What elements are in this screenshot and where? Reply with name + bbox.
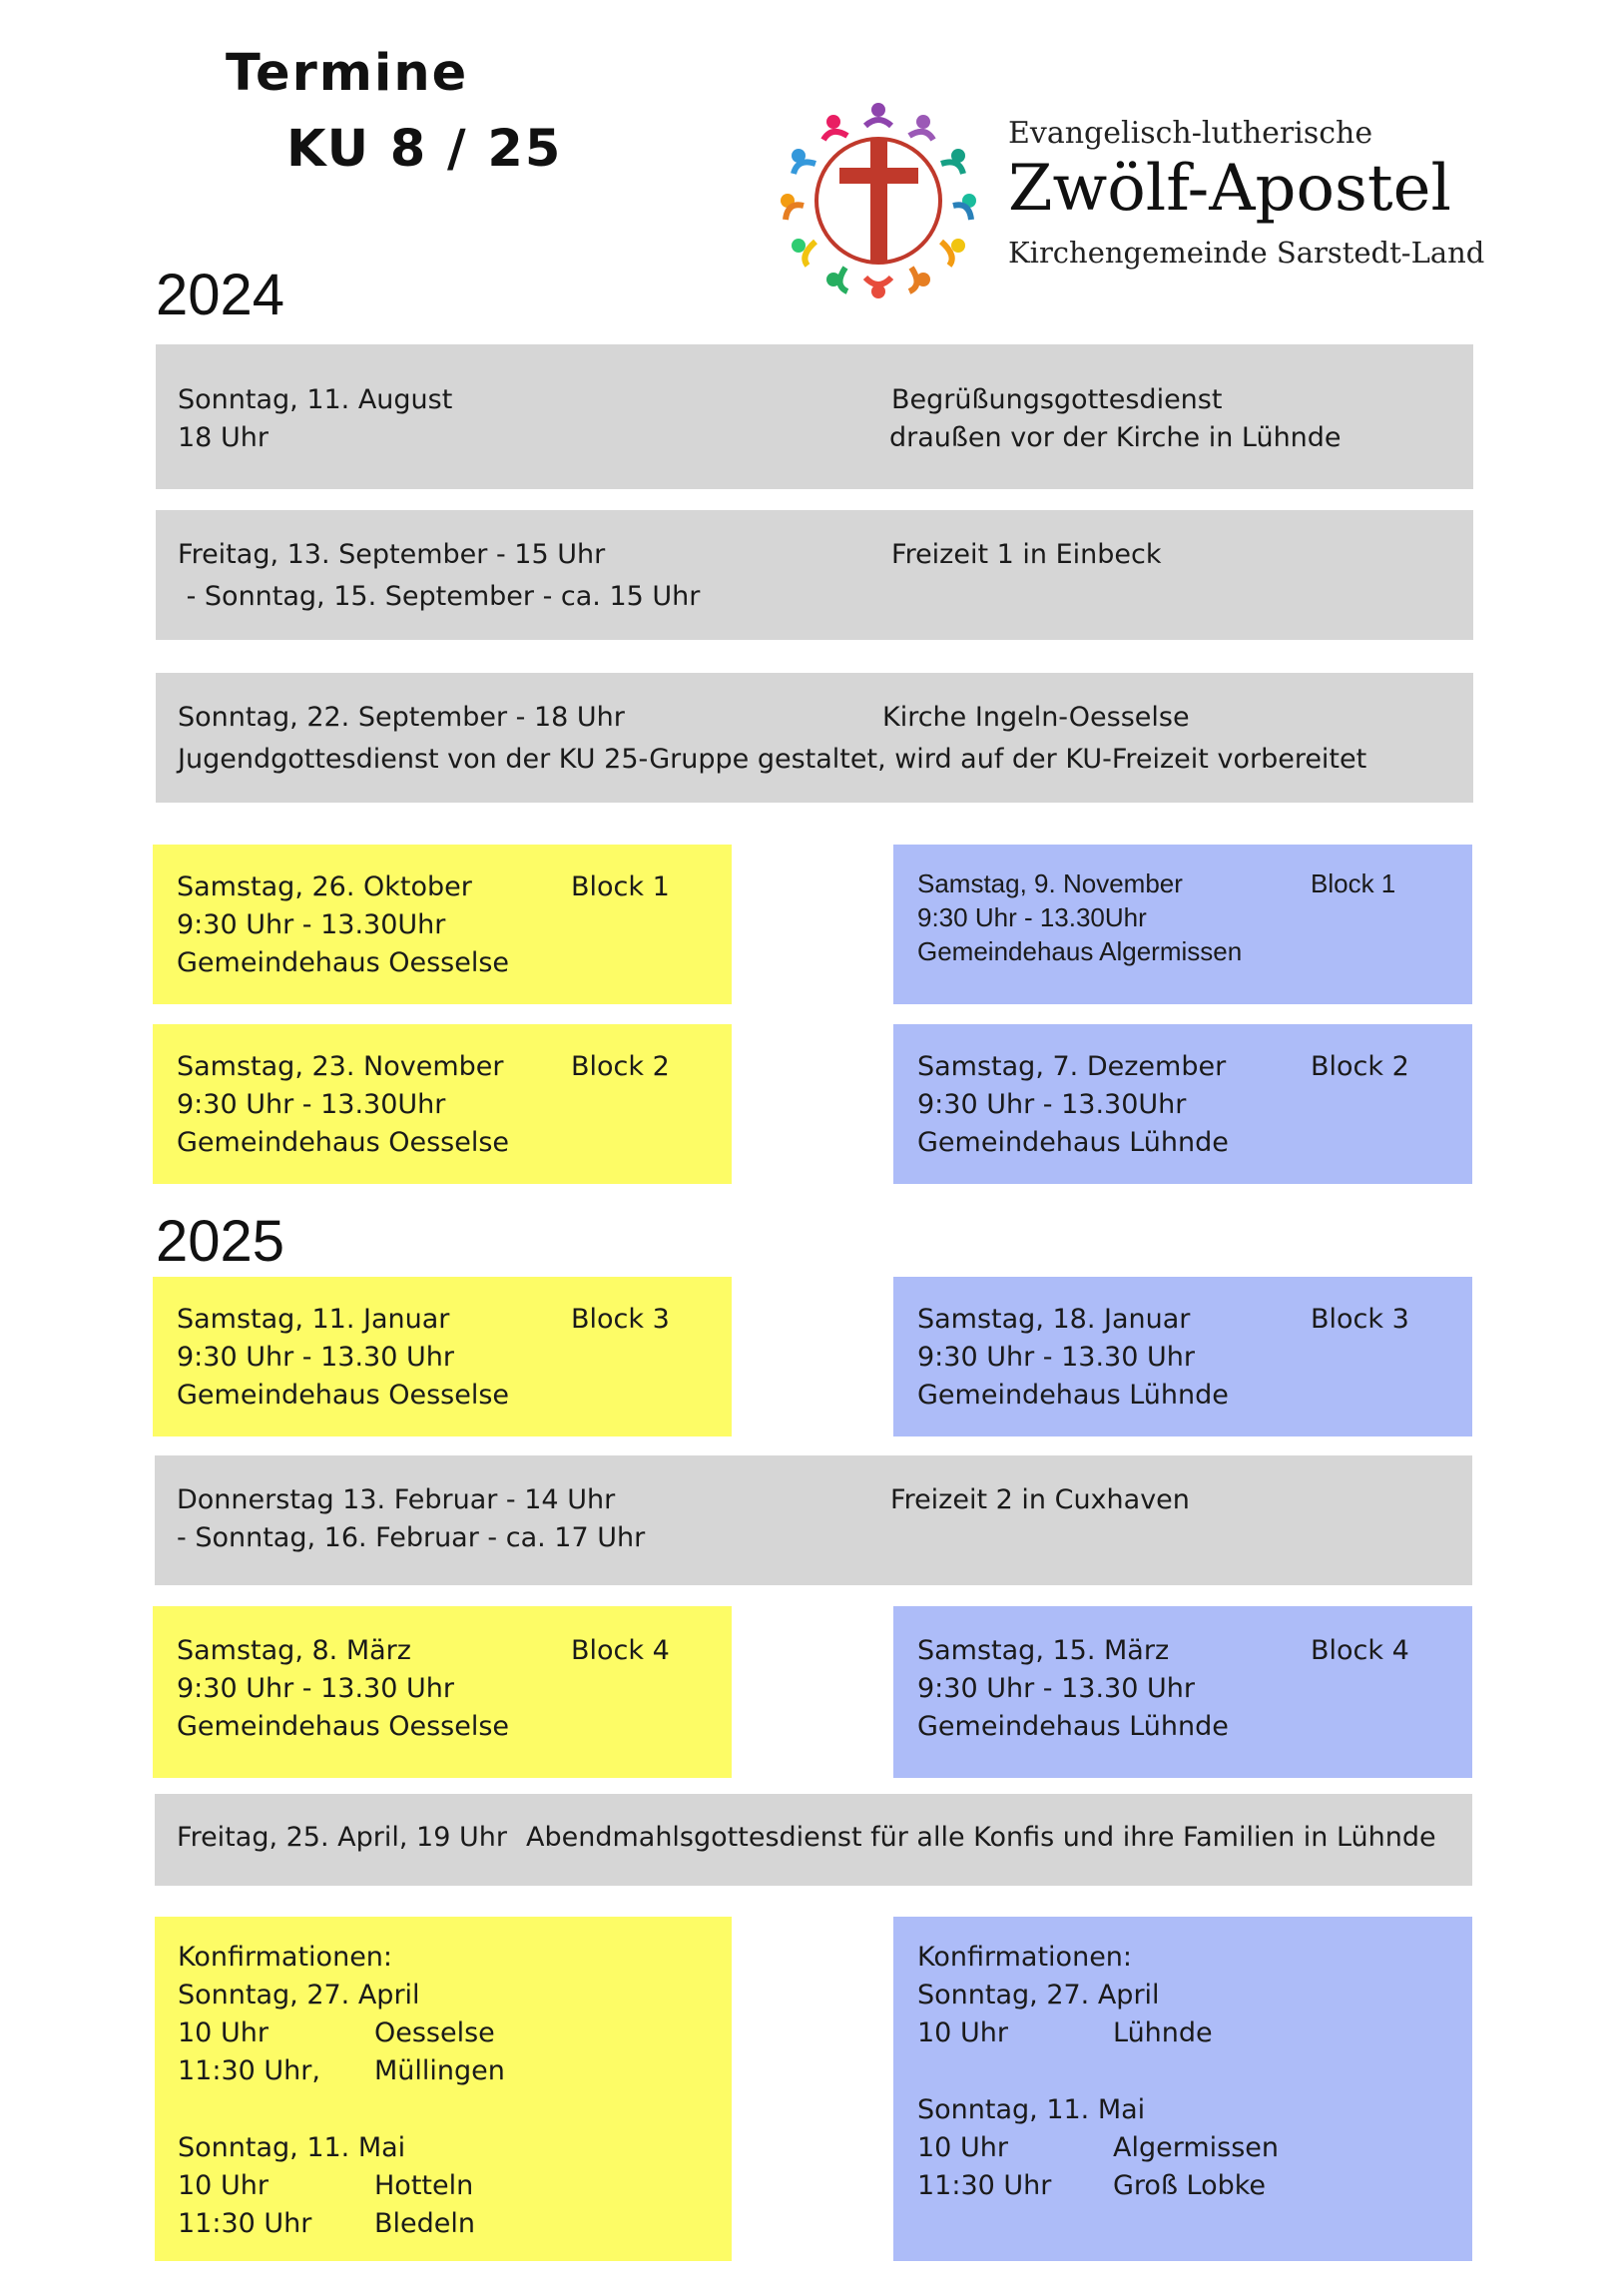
confirmation-time: 11:30 Uhr xyxy=(178,2208,312,2239)
page-title: Termine xyxy=(226,44,469,103)
event-date-end: - Sonntag, 16. Februar - ca. 17 Uhr xyxy=(177,1522,646,1553)
event-title: Abendmahlsgottesdienst für alle Konfis und ihre Familien in Lühnde xyxy=(526,1822,1436,1853)
event-date-end: - Sonntag, 15. September - ca. 15 Uhr xyxy=(178,581,701,612)
confirmation-time: 10 Uhr xyxy=(178,2170,269,2201)
event-welcome-service xyxy=(156,344,1473,489)
block-label: Block 2 xyxy=(571,1051,670,1082)
year-2025-heading: 2025 xyxy=(156,1209,285,1274)
block-date: Samstag, 15. März xyxy=(917,1635,1170,1666)
block-card-blue-3 xyxy=(893,1277,1472,1436)
confirmations-card-yellow xyxy=(155,1917,732,2261)
confirmation-time: 11:30 Uhr xyxy=(917,2170,1052,2201)
event-title: Begrüßungsgottesdienst xyxy=(891,384,1223,415)
page-subtitle: KU 8 / 25 xyxy=(286,120,563,179)
block-place: Gemeindehaus Lühnde xyxy=(917,1127,1229,1158)
block-date: Samstag, 9. November xyxy=(917,868,1183,898)
block-date: Samstag, 11. Januar xyxy=(177,1304,450,1335)
event-communion-service xyxy=(155,1794,1472,1886)
event-time: 18 Uhr xyxy=(178,422,269,453)
block-label: Block 3 xyxy=(571,1304,670,1335)
event-place: Kirche Ingeln-Oesselse xyxy=(882,702,1190,733)
year-2024-heading: 2024 xyxy=(156,263,285,327)
confirmation-place: Müllingen xyxy=(374,2055,505,2086)
confirmation-date: Sonntag, 27. April xyxy=(917,1980,1160,2010)
confirmation-place: Algermissen xyxy=(1113,2132,1280,2163)
block-date: Samstag, 18. Januar xyxy=(917,1304,1191,1335)
confirmation-time: 11:30 Uhr, xyxy=(178,2055,320,2086)
event-date: Sonntag, 22. September - 18 Uhr xyxy=(178,702,625,733)
block-time: 9:30 Uhr - 13.30Uhr xyxy=(177,909,446,940)
block-card-yellow-2 xyxy=(153,1024,732,1184)
block-label: Block 1 xyxy=(571,871,670,902)
block-time: 9:30 Uhr - 13.30 Uhr xyxy=(917,1673,1195,1704)
block-label: Block 4 xyxy=(571,1635,670,1666)
church-logo-icon xyxy=(774,96,983,305)
block-place: Gemeindehaus Algermissen xyxy=(917,936,1243,966)
confirmations-card-blue xyxy=(893,1917,1472,2261)
org-name: Zwölf-Apostel xyxy=(1008,152,1451,226)
event-youth-service xyxy=(156,673,1473,803)
block-label: Block 2 xyxy=(1311,1051,1409,1082)
confirmation-date: Sonntag, 11. Mai xyxy=(178,2132,406,2163)
block-label: Block 4 xyxy=(1311,1635,1409,1666)
confirmation-place: Lühnde xyxy=(1113,2017,1213,2048)
confirmation-place: Hotteln xyxy=(374,2170,474,2201)
confirmation-place: Bledeln xyxy=(374,2208,475,2239)
block-label: Block 1 xyxy=(1311,868,1396,898)
block-date: Samstag, 7. Dezember xyxy=(917,1051,1227,1082)
block-place: Gemeindehaus Oesselse xyxy=(177,947,510,978)
block-label: Block 3 xyxy=(1311,1304,1409,1335)
event-freizeit-1 xyxy=(156,510,1473,640)
block-card-blue-1 xyxy=(893,845,1472,1004)
block-date: Samstag, 23. November xyxy=(177,1051,504,1082)
org-line-1: Evangelisch-lutherische xyxy=(1008,116,1373,151)
block-time: 9:30 Uhr - 13.30Uhr xyxy=(917,1089,1187,1120)
block-card-yellow-1 xyxy=(153,845,732,1004)
confirmations-heading: Konfirmationen: xyxy=(917,1942,1133,1973)
event-freizeit-2 xyxy=(155,1455,1472,1585)
event-description: Jugendgottesdienst von der KU 25-Gruppe gestaltet, wird auf der KU-Freizeit vorbereitet xyxy=(178,744,1367,775)
block-place: Gemeindehaus Oesselse xyxy=(177,1127,510,1158)
block-time: 9:30 Uhr - 13.30 Uhr xyxy=(177,1673,454,1704)
confirmation-date: Sonntag, 27. April xyxy=(178,1980,420,2010)
confirmations-heading: Konfirmationen: xyxy=(178,1942,393,1973)
confirmation-time: 10 Uhr xyxy=(917,2017,1008,2048)
block-place: Gemeindehaus Lühnde xyxy=(917,1711,1229,1742)
event-place: draußen vor der Kirche in Lühnde xyxy=(889,422,1342,453)
event-date: Donnerstag 13. Februar - 14 Uhr xyxy=(177,1484,616,1515)
event-date: Freitag, 25. April, 19 Uhr xyxy=(177,1822,507,1853)
event-title: Freizeit 1 in Einbeck xyxy=(891,539,1162,570)
block-time: 9:30 Uhr - 13.30 Uhr xyxy=(177,1342,454,1373)
block-date: Samstag, 26. Oktober xyxy=(177,871,472,902)
block-card-yellow-3 xyxy=(153,1277,732,1436)
event-date: Freitag, 13. September - 15 Uhr xyxy=(178,539,606,570)
confirmation-time: 10 Uhr xyxy=(178,2017,269,2048)
event-date: Sonntag, 11. August xyxy=(178,384,453,415)
block-place: Gemeindehaus Lühnde xyxy=(917,1380,1229,1411)
confirmation-date: Sonntag, 11. Mai xyxy=(917,2094,1146,2125)
block-time: 9:30 Uhr - 13.30 Uhr xyxy=(917,1342,1195,1373)
block-card-blue-4 xyxy=(893,1606,1472,1778)
block-time: 9:30 Uhr - 13.30Uhr xyxy=(177,1089,446,1120)
block-place: Gemeindehaus Oesselse xyxy=(177,1711,510,1742)
block-card-yellow-4 xyxy=(153,1606,732,1778)
confirmation-place: Groß Lobke xyxy=(1113,2170,1267,2201)
block-date: Samstag, 8. März xyxy=(177,1635,411,1666)
event-title: Freizeit 2 in Cuxhaven xyxy=(890,1484,1190,1515)
block-time: 9:30 Uhr - 13.30Uhr xyxy=(917,902,1147,932)
confirmation-time: 10 Uhr xyxy=(917,2132,1008,2163)
block-card-blue-2 xyxy=(893,1024,1472,1184)
confirmation-place: Oesselse xyxy=(374,2017,495,2048)
block-place: Gemeindehaus Oesselse xyxy=(177,1380,510,1411)
org-line-3: Kirchengemeinde Sarstedt-Land xyxy=(1008,236,1485,270)
